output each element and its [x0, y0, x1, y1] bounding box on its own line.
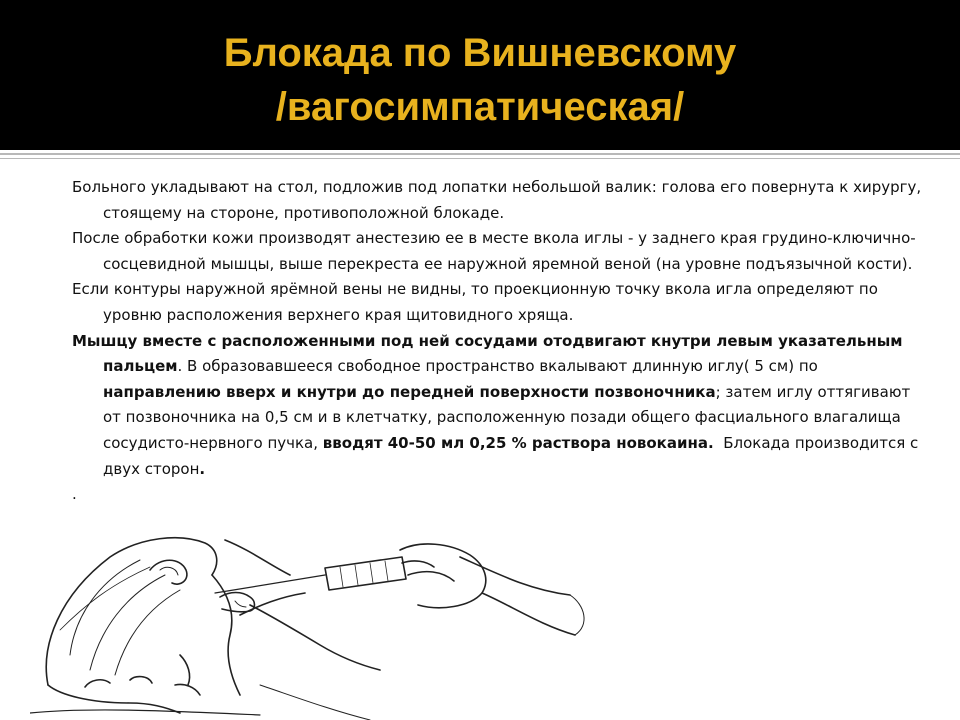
bold-text: . [199, 459, 206, 478]
slide-title [0, 26, 960, 134]
title-line-1: Блокада по Вишневскому [223, 31, 737, 75]
header-divider [0, 153, 960, 155]
header-divider-thin [0, 158, 960, 159]
plain-text: Блокада производится с двух сторон [103, 433, 924, 478]
vagosympathetic-block-drawing-icon [30, 535, 630, 720]
paragraph-projection: Если контуры наружной ярёмной вены не видны, то проекционную точку вкола игла определяют по уровню расположения верхнего края щитовидного хряща. [72, 280, 878, 324]
slide-header [0, 0, 960, 150]
paragraph-positioning: Больного укладывают на стол, подложив под лопатки небольшой валик: голова его повернута к хирургу, стоящему на стороне, противоположной блокаде. [72, 178, 922, 222]
paragraph-anesthesia: После обработки кожи производят анестезию ее в месте вкола иглы - у заднего края грудино-ключично-сосцевидной мышцы, выше перекреста ее наружной яремной веной (на уровне подъязычной кости). [72, 229, 916, 273]
plain-text: . В образовавшееся свободное пространство вкалывают длинную иглу( 5 см) по [177, 357, 818, 376]
trailing-dot: . [72, 485, 77, 504]
bold-text: вводят 40-50 мл 0,25 % раствора новокаина. [322, 433, 714, 452]
bold-text: направлению вверх и кнутри до передней поверхности позвоночника [103, 382, 716, 401]
slide-body [72, 175, 922, 508]
bold-text: Мышцу вместе с расположенными под ней сосудами отодвигают кнутри левым указательным пальцем [72, 331, 903, 376]
paragraph-technique [72, 329, 922, 483]
title-line-2: /вагосимпатическая/ [275, 85, 685, 129]
plain-text: ; затем иглу оттягивают от позвоночника на 0,5 см и в клетчатку, расположенную позади общего фасциального влагалища сосудисто-нервного пучка, [103, 382, 911, 452]
